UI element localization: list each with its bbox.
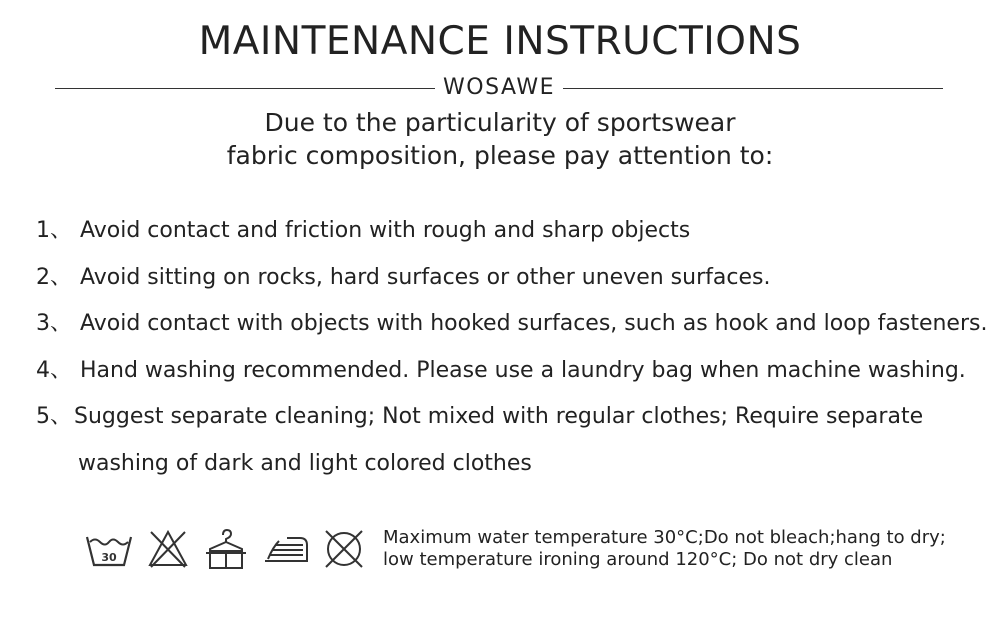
care-symbols-row [85, 524, 946, 574]
list-item-continuation [36, 441, 986, 488]
do-not-dry-clean-icon [323, 528, 365, 570]
item-text: Avoid contact with objects with hooked surfaces, such as hook and loop fasteners. [80, 311, 988, 336]
divider-line-left [55, 88, 435, 89]
divider-line-right [563, 88, 943, 89]
hang-dry-icon [203, 527, 249, 571]
item-text: Hand washing recommended. Please use a laundry bag when machine washing. [80, 357, 966, 383]
item-text: Avoid contact and friction with rough and sharp objects [80, 218, 691, 243]
item-number: 1、 [36, 218, 72, 243]
page-title: MAINTENANCE INSTRUCTIONS [198, 19, 802, 64]
intro-line-1: Due to the particularity of sportswear [264, 108, 736, 137]
brand-divider [55, 72, 943, 104]
list-item [36, 255, 986, 302]
care-line-1: Maximum water temperature 30°C;Do not bleach;hang to dry; [383, 527, 946, 548]
list-item [36, 208, 986, 255]
wash-temp-label: 30 [101, 551, 117, 564]
list-item [36, 394, 986, 441]
item-number: 3、 [36, 311, 72, 336]
list-item [36, 348, 986, 395]
do-not-bleach-icon [147, 529, 189, 569]
wash-30-icon [85, 529, 133, 569]
intro-line-2: fabric composition, please pay attention to: [226, 141, 774, 170]
item-number: 5、 [36, 404, 72, 429]
item-number: 4、 [36, 357, 72, 383]
intro-text [0, 106, 1000, 172]
item-number: 2、 [36, 264, 72, 290]
item-text-continuation: washing of dark and light colored clothes [78, 450, 532, 476]
care-instructions-text [383, 527, 946, 571]
low-iron-icon [263, 529, 309, 569]
item-text: Suggest separate cleaning; Not mixed with regular clothes; Require separate [74, 404, 924, 429]
item-text: Avoid sitting on rocks, hard surfaces or other uneven surfaces. [80, 264, 771, 290]
brand-name: WOSAWE [443, 75, 555, 100]
list-item [36, 301, 986, 348]
instruction-list [36, 208, 986, 487]
care-line-2: low temperature ironing around 120°C; Do not dry clean [383, 549, 893, 570]
